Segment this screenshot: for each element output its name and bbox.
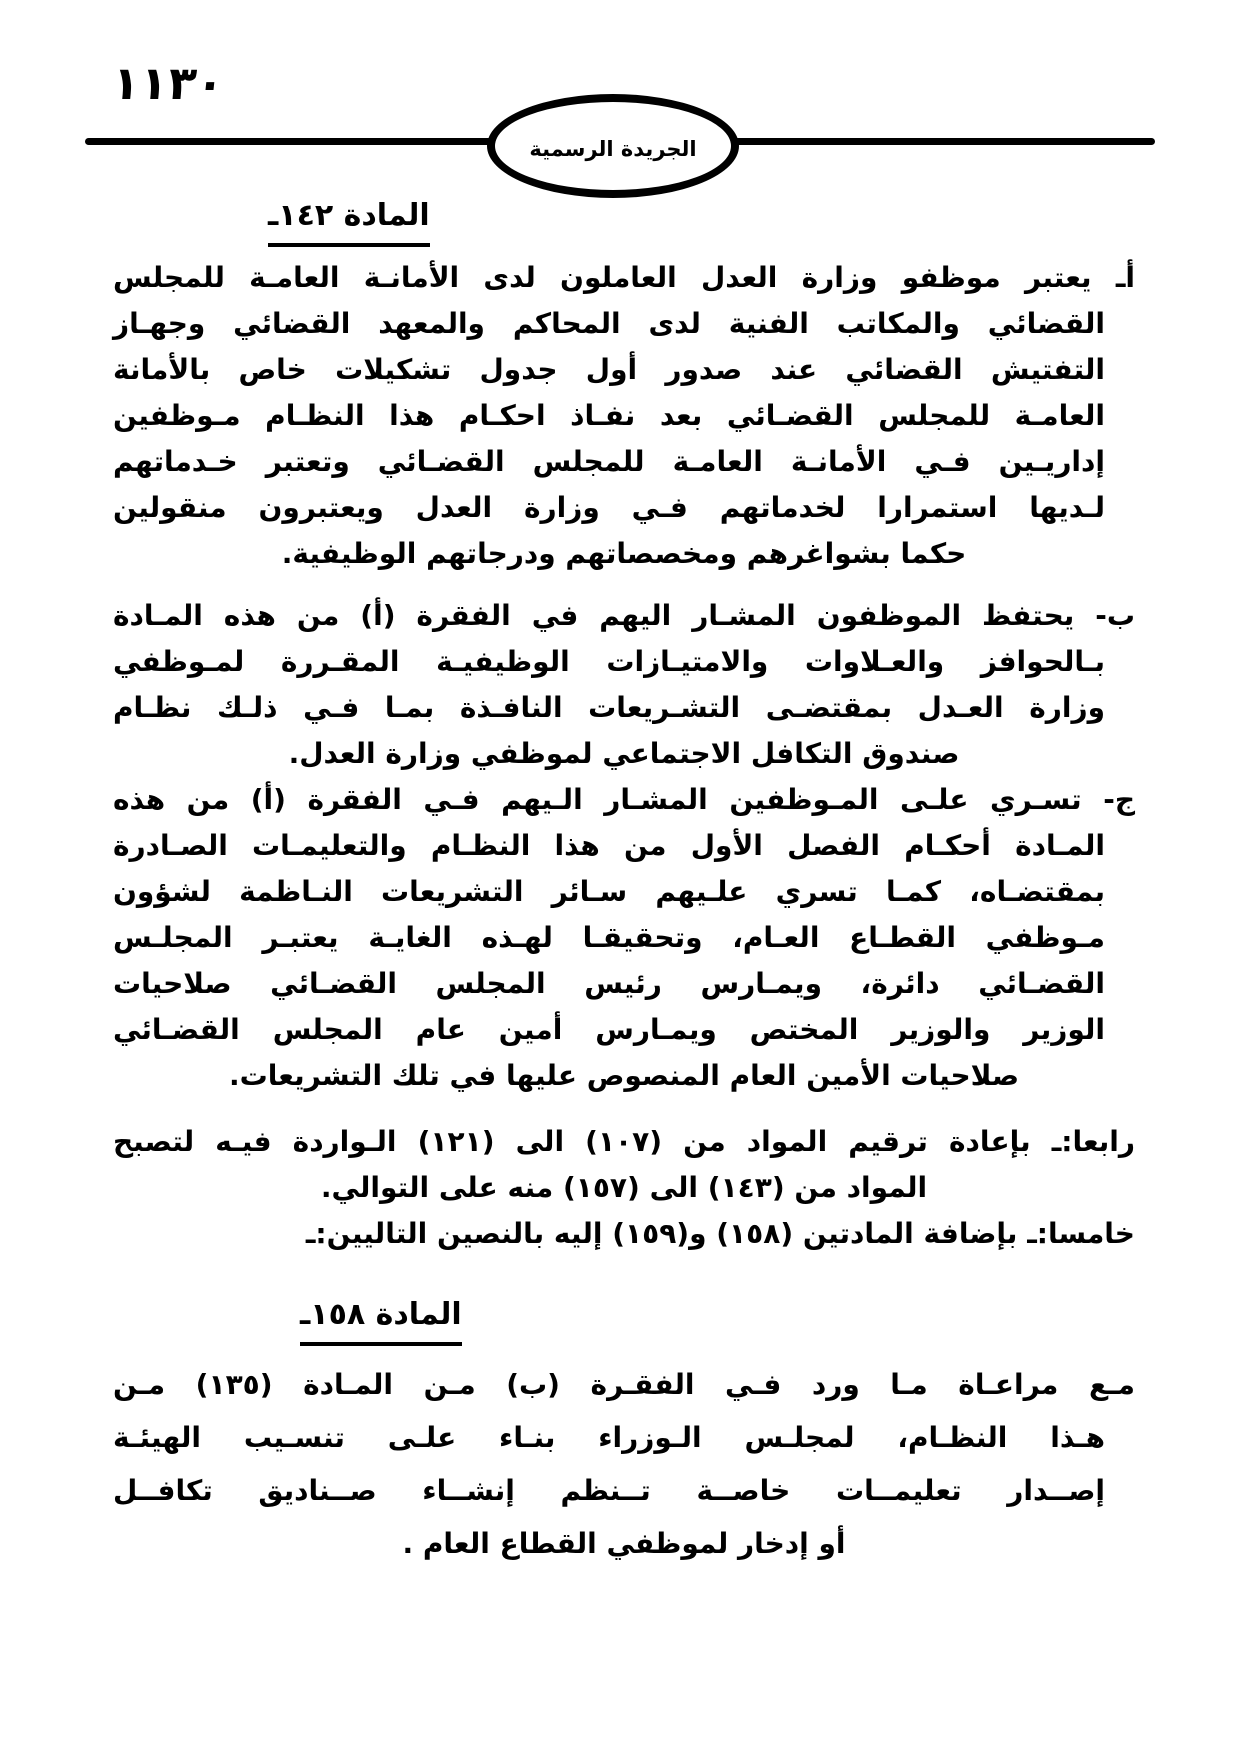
text-line: صندوق التكافل الاجتماعي لموظفي وزارة العدل. [288,737,960,770]
text-line: ج- تسـري علـى المـوظفين المشـار الـيهم فـي الفقرة (أ) من هذه [113,783,1135,816]
page-number: ١١٣٠ [109,56,228,110]
clause-five [113,1211,1135,1257]
article-142-heading-row [113,196,1135,247]
text-line: ب- يحتفظ الموظفون المشـار اليهم في الفقرة (أ) من هذه المـادة [113,599,1135,632]
text-line: المواد من (١٤٣) الى (١٥٧) منه على التوالي. [320,1171,928,1204]
text-line: بمقتضـاه، كمـا تسري علـيهم سـائر التشريعات النـاظمة لشؤون [113,875,1105,908]
text-line: القضـائي دائرة، ويمـارس رئيس المجلس القضـائي صلاحيات [113,967,1105,1000]
paragraph-158 [113,1358,1135,1570]
text-line: القضائي والمكاتب الفنية لدى المحاكم والمعهد القضائي وجهـاز [113,307,1105,340]
article-142-heading: المادة ١٤٢ـ [268,196,430,247]
text-line: الوزير والوزير المختص ويمـارس أمين عام المجلس القضـائي [113,1013,1105,1046]
gazette-badge-label: الجريدة الرسمية [529,137,697,161]
text-line: صلاحيات الأمين العام المنصوص عليها في تلك التشريعات. [228,1059,1019,1092]
text-line: إصــدار تعليمــات خاصــة تــنظم إنشــاء صــناديق تكافــل [113,1474,1105,1507]
text-line: إداريـين فـي الأمانـة العامـة للمجلس القضـائي وتعتبر خـدماتهم [113,445,1105,478]
paragraph-a [113,255,1135,577]
text-line: حكما بشواغرهم ومخصصاتهم ودرجاتهم الوظيفية. [281,537,967,570]
paragraph-b [113,593,1135,777]
text-line: خامسا:ـ بإضافة المادتين (١٥٨) و(١٥٩) إليه بالنصين التاليين:ـ [305,1217,1135,1250]
text-line: أـ يعتبر موظفو وزارة العدل العاملون لدى الأمانـة العامـة للمجلس [113,261,1135,294]
text-line: التفتيش القضائي عند صدور أول جدول تشكيلات خاص بالأمانة [113,353,1105,386]
clause-four [113,1119,1135,1211]
text-line: لـديها استمرارا لخدماتهم فـي وزارة العدل ويعتبرون منقولين [113,491,1105,524]
text-line: العامـة للمجلس القضـائي بعد نفـاذ احكـام هذا النظـام مـوظفين [113,399,1105,432]
article-158-heading: المادة ١٥٨ـ [300,1295,462,1346]
article-158-heading-row [113,1295,1135,1346]
gazette-badge [487,94,739,198]
paragraph-c [113,777,1135,1099]
text-line: رابعا:ـ بإعادة ترقيم المواد من (١٠٧) الى (١٢١) الـواردة فيـه لتصبح [113,1125,1136,1158]
text-line: المـادة أحكـام الفصل الأول من هذا النظـام والتعليمـات الصـادرة [113,829,1105,862]
text-line: مـوظفي القطـاع العـام، وتحقيقـا لهـذه الغايـة يعتبـر المجلـس [113,921,1105,954]
document-body [113,0,1135,1570]
text-line: هـذا النظـام، لمجلـس الـوزراء بنـاء علـى تنسـيب الهيئـة [113,1421,1105,1454]
text-line: وزارة العـدل بمقتضـى التشـريعات النافـذة بمـا فـي ذلـك نظـام [113,691,1105,724]
text-line: أو إدخار لموظفي القطاع العام . [402,1527,846,1560]
text-line: مـع مراعـاة مـا ورد فـي الفقـرة (ب) مـن المـادة (١٣٥) مـن [113,1368,1135,1401]
text-line: بـالحوافز والعـلاوات والامتيـازات الوظيفيـة المقـررة لمـوظفي [113,645,1105,678]
